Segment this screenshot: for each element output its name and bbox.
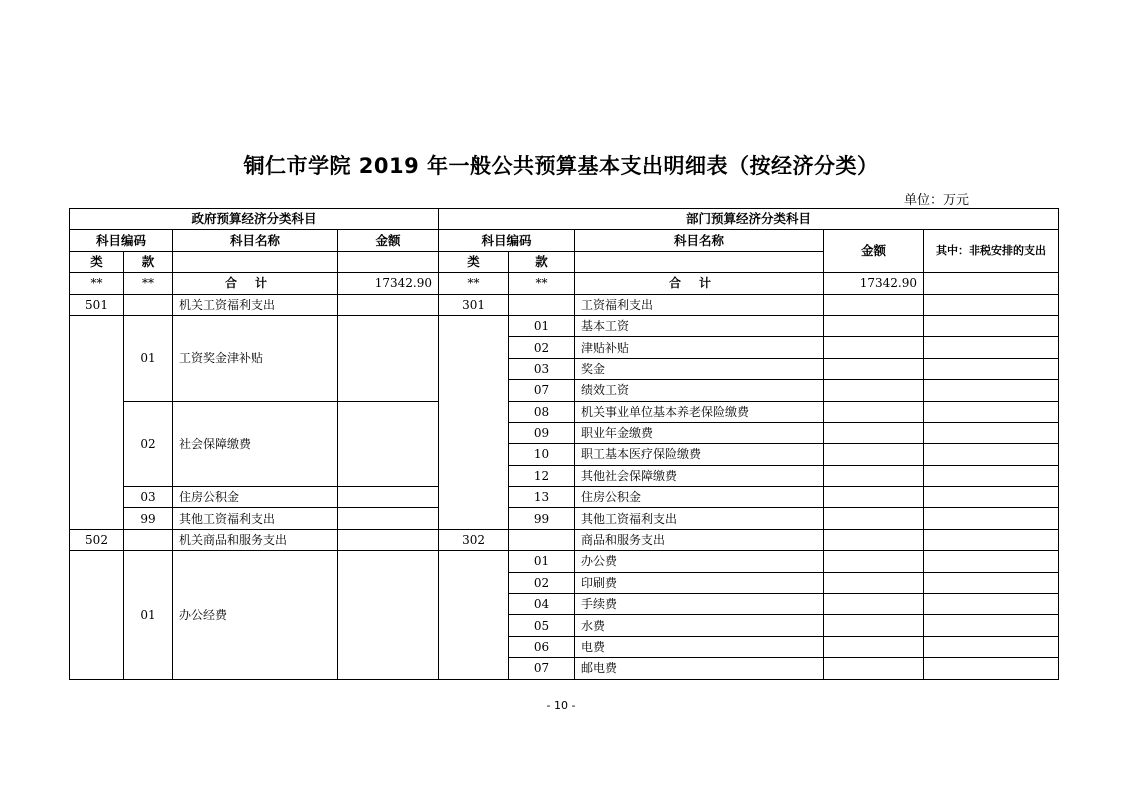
dept-lei-code: 301	[439, 294, 509, 315]
empty-cell	[824, 465, 924, 486]
dept-item-name: 基本工资	[575, 315, 824, 336]
empty-cell	[824, 572, 924, 593]
dept-kuan-code: 04	[509, 594, 575, 615]
empty-cell	[338, 251, 439, 272]
dept-item-name: 水费	[575, 615, 824, 636]
total-mark: **	[509, 273, 575, 294]
empty-cell	[338, 315, 439, 401]
empty-cell	[824, 358, 924, 379]
dept-item-name: 印刷费	[575, 572, 824, 593]
gov-kuan-code: 99	[124, 508, 173, 529]
empty-cell	[338, 529, 439, 550]
dept-item-name: 住房公积金	[575, 487, 824, 508]
table-row	[70, 294, 1059, 315]
empty-cell	[924, 508, 1059, 529]
empty-cell	[824, 594, 924, 615]
empty-cell	[924, 401, 1059, 422]
gov-item-name: 工资奖金津补贴	[173, 315, 338, 401]
budget-table	[69, 208, 1059, 680]
empty-cell	[924, 380, 1059, 401]
gov-lei-code: 502	[70, 529, 124, 550]
empty-cell	[124, 294, 173, 315]
total-row	[70, 273, 1059, 294]
dept-kuan-code: 03	[509, 358, 575, 379]
empty-cell	[439, 551, 509, 679]
empty-cell	[924, 572, 1059, 593]
dept-item-name: 其他工资福利支出	[575, 508, 824, 529]
empty-cell	[824, 551, 924, 572]
empty-cell	[824, 380, 924, 401]
gov-kuan-code: 03	[124, 487, 173, 508]
total-mark: **	[124, 273, 173, 294]
dept-amount-header: 金额	[824, 230, 924, 273]
total-mark: **	[70, 273, 124, 294]
empty-cell	[824, 422, 924, 443]
gov-item-name: 办公经费	[173, 551, 338, 679]
empty-cell	[824, 294, 924, 315]
dept-kuan-code: 08	[509, 401, 575, 422]
empty-cell	[70, 315, 124, 529]
dept-item-name: 机关事业单位基本养老保险缴费	[575, 401, 824, 422]
gov-kuan-code: 01	[124, 315, 173, 401]
table-row	[70, 508, 1059, 529]
empty-cell	[924, 337, 1059, 358]
dept-kuan-code: 06	[509, 636, 575, 657]
dept-kuan-code: 13	[509, 487, 575, 508]
empty-cell	[824, 615, 924, 636]
nontax-header: 其中：非税安排的支出	[924, 230, 1059, 273]
unit-label: 单位：万元	[904, 193, 970, 208]
dept-item-name: 其他社会保障缴费	[575, 465, 824, 486]
gov-amount-header: 金额	[338, 230, 439, 251]
gov-item-name: 其他工资福利支出	[173, 508, 338, 529]
dept-kuan-code: 01	[509, 315, 575, 336]
dept-kuan-code: 12	[509, 465, 575, 486]
empty-cell	[824, 487, 924, 508]
empty-cell	[924, 615, 1059, 636]
gov-lei-header: 类	[70, 251, 124, 272]
empty-cell	[924, 315, 1059, 336]
empty-cell	[924, 529, 1059, 550]
dept-kuan-header: 款	[509, 251, 575, 272]
total-mark: **	[439, 273, 509, 294]
page-title: 铜仁市学院 2019 年一般公共预算基本支出明细表（按经济分类）	[243, 154, 879, 178]
empty-cell	[824, 315, 924, 336]
table-row	[70, 529, 1059, 550]
dept-kuan-code: 10	[509, 444, 575, 465]
empty-cell	[924, 444, 1059, 465]
table-row	[70, 551, 1059, 572]
empty-cell	[924, 294, 1059, 315]
dept-item-name: 邮电费	[575, 658, 824, 679]
empty-cell	[824, 508, 924, 529]
dept-item-name: 绩效工资	[575, 380, 824, 401]
empty-cell	[824, 444, 924, 465]
gov-item-name: 住房公积金	[173, 487, 338, 508]
empty-cell	[439, 315, 509, 529]
dept-item-name: 电费	[575, 636, 824, 657]
header-row-2	[70, 230, 1059, 251]
empty-cell	[70, 551, 124, 679]
empty-cell	[824, 636, 924, 657]
empty-cell	[338, 551, 439, 679]
dept-kuan-code: 01	[509, 551, 575, 572]
empty-cell	[124, 529, 173, 550]
gov-kuan-code: 02	[124, 401, 173, 487]
dept-group-header: 部门预算经济分类科目	[439, 209, 1059, 230]
gov-kuan-code: 01	[124, 551, 173, 679]
gov-item-name: 机关商品和服务支出	[173, 529, 338, 550]
gov-group-header: 政府预算经济分类科目	[70, 209, 439, 230]
gov-item-name: 社会保障缴费	[173, 401, 338, 487]
gov-total-amount: 17342.90	[338, 273, 439, 294]
dept-lei-header: 类	[439, 251, 509, 272]
empty-cell	[924, 636, 1059, 657]
empty-cell	[824, 529, 924, 550]
empty-cell	[824, 401, 924, 422]
empty-cell	[824, 658, 924, 679]
empty-cell	[924, 422, 1059, 443]
table-row	[70, 487, 1059, 508]
dept-item-name: 职工基本医疗保险缴费	[575, 444, 824, 465]
dept-kuan-code: 02	[509, 337, 575, 358]
empty-cell	[924, 465, 1059, 486]
empty-cell	[338, 487, 439, 508]
dept-item-name: 奖金	[575, 358, 824, 379]
dept-kuan-code: 05	[509, 615, 575, 636]
dept-item-name: 津贴补贴	[575, 337, 824, 358]
gov-kuan-header: 款	[124, 251, 173, 272]
dept-kuan-code: 02	[509, 572, 575, 593]
total-label: 合计	[575, 273, 824, 294]
empty-cell	[924, 658, 1059, 679]
empty-cell	[575, 251, 824, 272]
empty-cell	[924, 273, 1059, 294]
header-row-1	[70, 209, 1059, 230]
page-number: - 10 -	[546, 699, 576, 712]
empty-cell	[338, 508, 439, 529]
table-row	[70, 401, 1059, 422]
dept-item-name: 工资福利支出	[575, 294, 824, 315]
gov-code-header: 科目编码	[70, 230, 173, 251]
empty-cell	[509, 529, 575, 550]
dept-item-name: 办公费	[575, 551, 824, 572]
dept-code-header: 科目编码	[439, 230, 575, 251]
gov-lei-code: 501	[70, 294, 124, 315]
empty-cell	[924, 551, 1059, 572]
dept-item-name: 手续费	[575, 594, 824, 615]
dept-kuan-code: 07	[509, 380, 575, 401]
total-label: 合计	[173, 273, 338, 294]
empty-cell	[824, 337, 924, 358]
empty-cell	[173, 251, 338, 272]
empty-cell	[924, 487, 1059, 508]
empty-cell	[338, 294, 439, 315]
dept-kuan-code: 07	[509, 658, 575, 679]
gov-name-header: 科目名称	[173, 230, 338, 251]
empty-cell	[509, 294, 575, 315]
dept-kuan-code: 09	[509, 422, 575, 443]
dept-lei-code: 302	[439, 529, 509, 550]
dept-name-header: 科目名称	[575, 230, 824, 251]
gov-item-name: 机关工资福利支出	[173, 294, 338, 315]
dept-kuan-code: 99	[509, 508, 575, 529]
empty-cell	[924, 594, 1059, 615]
table-row	[70, 315, 1059, 336]
empty-cell	[924, 358, 1059, 379]
dept-item-name: 职业年金缴费	[575, 422, 824, 443]
empty-cell	[338, 401, 439, 487]
dept-item-name: 商品和服务支出	[575, 529, 824, 550]
dept-total-amount: 17342.90	[824, 273, 924, 294]
